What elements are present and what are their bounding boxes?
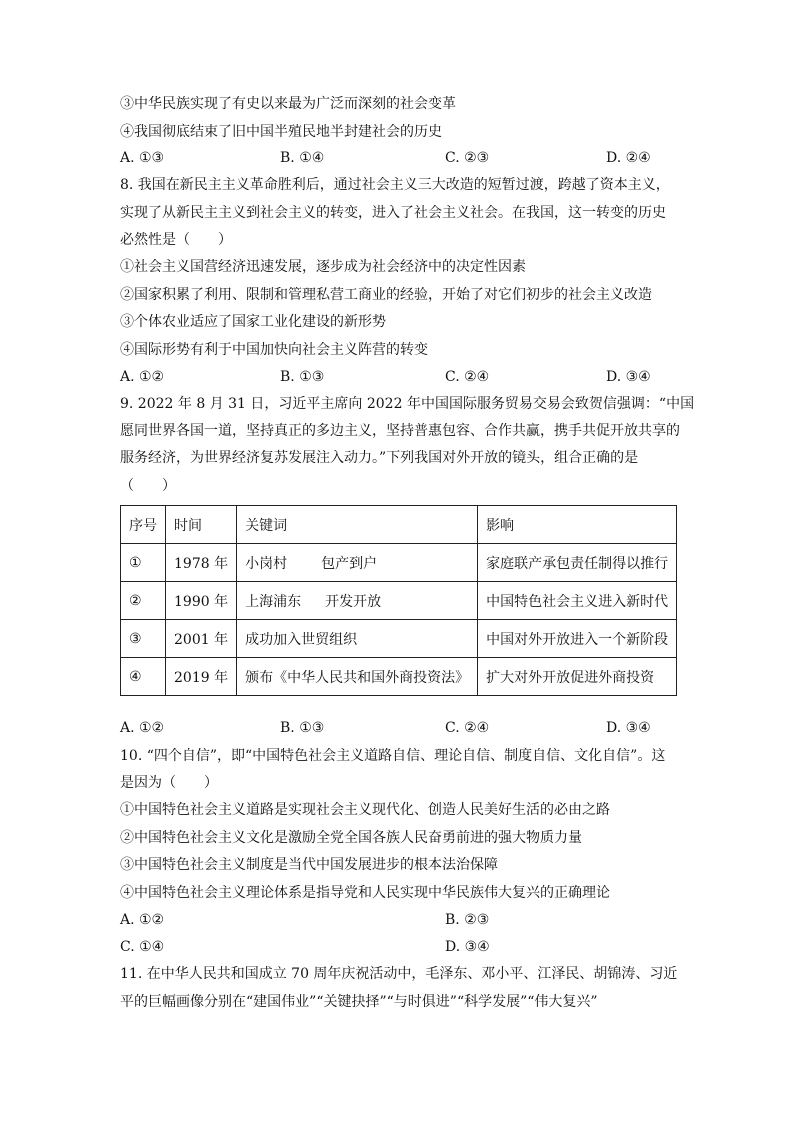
- option-c: C. ②④: [445, 369, 490, 385]
- cell-keyword: 成功加入世贸组织: [237, 620, 478, 658]
- keyword-place: 小岗村: [245, 555, 288, 572]
- q10-stem-line-1: 10. “四个自信”，即“中国特色社会主义道路自信、理论自信、制度自信、文化自信”。这: [120, 748, 666, 764]
- table-row: [121, 620, 677, 658]
- q10-statement-2: ②中国特色社会主义文化是激励全党全国各族人民奋勇前进的强大物质力量: [120, 830, 582, 846]
- q8-stem-line-2: 实现了从新民主主义到社会主义的转变，进入了社会主义社会。在我国，这一转变的历史: [120, 205, 666, 221]
- q8-statement-4: ④国际形势有利于中国加快向社会主义阵营的转变: [120, 342, 428, 358]
- cell-impact: 中国对外开放进入一个新阶段: [478, 620, 677, 658]
- cell-year: 1990 年: [166, 582, 237, 620]
- q8-statement-1: ①社会主义国营经济迅速发展，逐步成为社会经济中的决定性因素: [120, 259, 526, 275]
- q9-stem-line-4: （ ）: [120, 478, 176, 494]
- cell-year: 1978 年: [166, 544, 237, 582]
- q10-answer-options-row-2: [120, 937, 680, 957]
- cell-keyword: 颁布《中华人民共和国外商投资法》: [237, 658, 478, 696]
- q9-stem-line-3: 服务经济，为世界经济复苏发展注入动力。”下列我国对外开放的镜头，组合正确的是: [120, 450, 639, 466]
- cell-no: ③: [121, 620, 166, 658]
- table-row: [121, 544, 677, 582]
- keyword-event: 包产到户: [321, 555, 378, 572]
- option-b: B. ①③: [280, 369, 325, 385]
- q8-answer-options: [120, 367, 680, 387]
- cell-keyword: [237, 544, 478, 582]
- q10-statement-3: ③中国特色社会主义制度是当代中国发展进步的根本法治保障: [120, 857, 498, 873]
- opening-up-table: [120, 505, 677, 696]
- keyword-place: 上海浦东: [245, 593, 302, 610]
- keyword-event: 开发开放: [325, 593, 382, 610]
- q10-answer-options-row-1: [120, 910, 680, 930]
- cell-year: 2001 年: [166, 620, 237, 658]
- option-c: C. ①④: [120, 939, 165, 955]
- cell-impact: 扩大对外开放促进外商投资: [478, 658, 677, 696]
- cell-impact: 家庭联产承包责任制得以推行: [478, 544, 677, 582]
- cell-no: ①: [121, 544, 166, 582]
- option-a: A. ①②: [120, 369, 165, 385]
- table-row: [121, 582, 677, 620]
- table-row: [121, 658, 677, 696]
- cell-no: ④: [121, 658, 166, 696]
- q10-statement-1: ①中国特色社会主义道路是实现社会主义现代化、创造人民美好生活的必由之路: [120, 802, 610, 818]
- q8-statement-2: ②国家积累了利用、限制和管理私营工商业的经验，开始了对它们初步的社会主义改造: [120, 287, 652, 303]
- option-a: A. ①②: [120, 720, 165, 736]
- q11-stem-line-1: 11. 在中华人民共和国成立 70 周年庆祝活动中，毛泽东、邓小平、江泽民、胡锦涛、习近: [120, 966, 678, 982]
- statement-4: ④我国彻底结束了旧中国半殖民地半封建社会的历史: [120, 124, 442, 140]
- q8-stem-line-3: 必然性是（ ）: [120, 232, 232, 248]
- table-header-row: [121, 506, 677, 544]
- option-d: D. ③④: [606, 720, 651, 736]
- option-b: B. ①④: [280, 150, 325, 166]
- statement-3: ③中华民族实现了有史以来最为广泛而深刻的社会变革: [120, 96, 456, 112]
- cell-keyword: [237, 582, 478, 620]
- option-d: D. ②④: [606, 150, 651, 166]
- option-b: B. ①③: [280, 720, 325, 736]
- q9-stem-line-2: 愿同世界各国一道，坚持真正的多边主义，坚持普惠包容、合作共赢，携手共促开放共享的: [120, 423, 680, 439]
- header-no: 序号: [121, 506, 166, 544]
- cell-impact: 中国特色社会主义进入新时代: [478, 582, 677, 620]
- q10-statement-4: ④中国特色社会主义理论体系是指导党和人民实现中华民族伟大复兴的正确理论: [120, 885, 610, 901]
- answer-options: [120, 148, 680, 168]
- option-c: C. ②④: [445, 720, 490, 736]
- option-c: C. ②③: [445, 150, 490, 166]
- option-a: A. ①②: [120, 912, 165, 928]
- option-d: D. ③④: [606, 369, 651, 385]
- q9-answer-options: [120, 718, 680, 738]
- option-a: A. ①③: [120, 150, 165, 166]
- header-time: 时间: [166, 506, 237, 544]
- q8-stem-line-1: 8. 我国在新民主主义革命胜利后，通过社会主义三大改造的短暂过渡，跨越了资本主义，: [120, 177, 670, 193]
- header-keyword: 关键词: [237, 506, 478, 544]
- q9-stem-line-1: 9. 2022 年 8 月 31 日，习近平主席向 2022 年中国国际服务贸易交易会致贺信强调：“中国: [120, 396, 695, 412]
- cell-year: 2019 年: [166, 658, 237, 696]
- header-impact: 影响: [478, 506, 677, 544]
- option-d: D. ③④: [445, 939, 490, 955]
- q10-stem-line-2: 是因为（ ）: [120, 775, 218, 791]
- option-b: B. ②③: [445, 912, 490, 928]
- q8-statement-3: ③个体农业适应了国家工业化建设的新形势: [120, 314, 386, 330]
- q11-stem-line-2: 平的巨幅画像分别在“建国伟业”“关键抉择”“与时俱进”“科学发展”“伟大复兴”: [120, 994, 598, 1010]
- cell-no: ②: [121, 582, 166, 620]
